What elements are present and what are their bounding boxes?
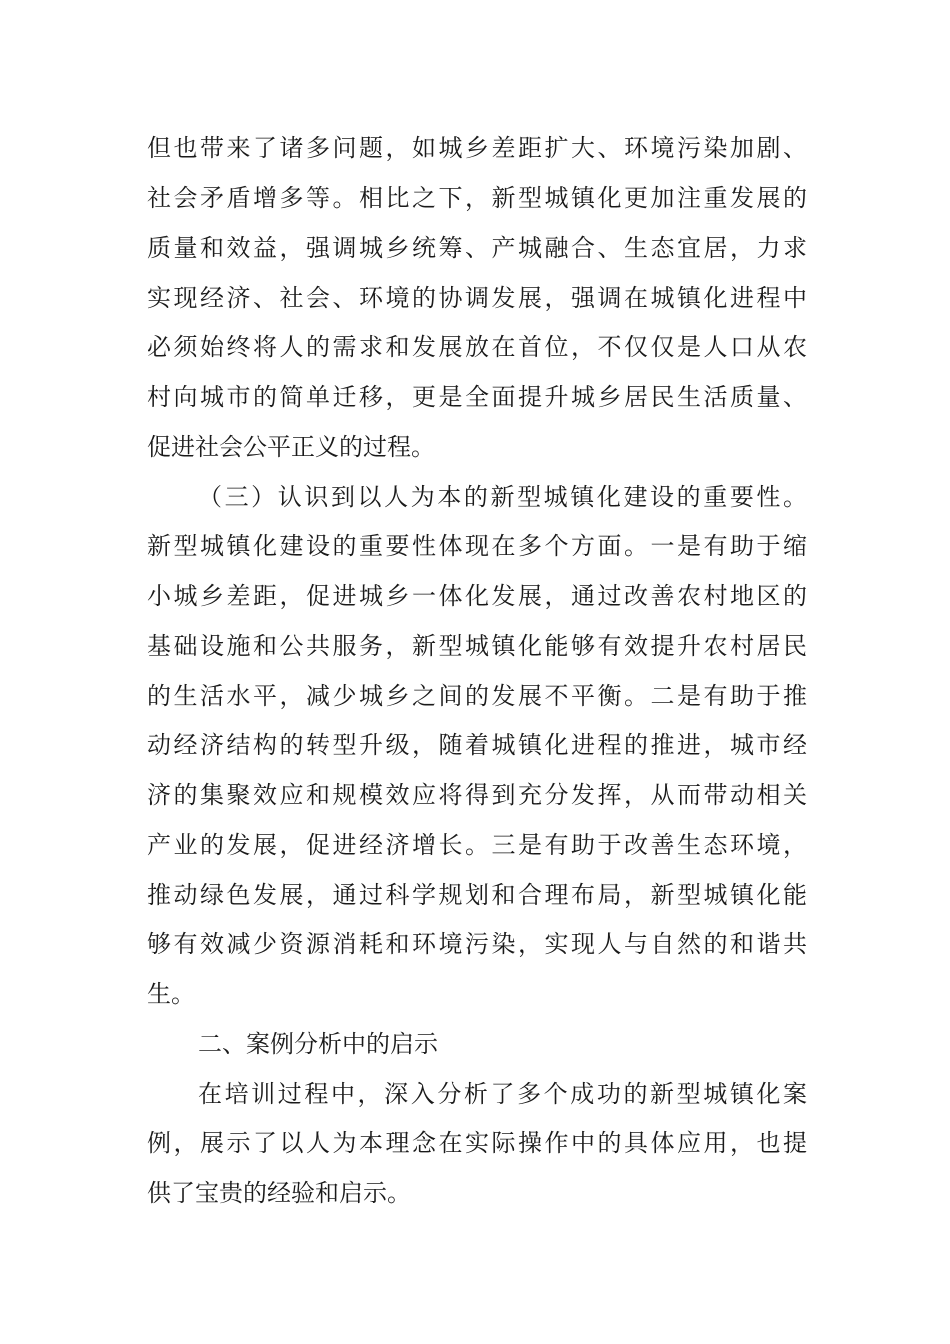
text-line: 但也带来了诸多问题，如城乡差距扩大、环境污染加剧、 [147,134,807,162]
section-heading: 二、案例分析中的启示 [198,1030,438,1058]
text-line: 推动绿色发展，通过科学规划和合理布局，新型城镇化能 [147,881,807,909]
section-heading: （三）认识到以人为本的新型城镇化建设的重要性。 [198,483,807,511]
text-line: 基础设施和公共服务，新型城镇化能够有效提升农村居民 [147,632,807,660]
text-line: 小城乡差距，促进城乡一体化发展，通过改善农村地区的 [147,582,807,610]
text-line: 新型城镇化建设的重要性体现在多个方面。一是有助于缩 [147,532,807,560]
text-line: 实现经济、社会、环境的协调发展，强调在城镇化进程中 [147,284,807,312]
text-line: 促进社会公平正义的过程。 [147,433,435,461]
text-line: 例，展示了以人为本理念在实际操作中的具体应用，也提 [147,1129,807,1157]
text-line: 产业的发展，促进经济增长。三是有助于改善生态环境， [147,831,807,859]
text-line: 必须始终将人的需求和发展放在首位，不仅仅是人口从农 [147,333,807,361]
text-line: 质量和效益，强调城乡统筹、产城融合、生态宜居，力求 [147,234,807,262]
text-line: 村向城市的简单迁移，更是全面提升城乡居民生活质量、 [147,383,807,411]
text-line: 的生活水平，减少城乡之间的发展不平衡。二是有助于推 [147,682,807,710]
text-line: 供了宝贵的经验和启示。 [147,1179,411,1207]
text-line: 济的集聚效应和规模效应将得到充分发挥，从而带动相关 [147,781,807,809]
text-line: 社会矛盾增多等。相比之下，新型城镇化更加注重发展的 [147,184,807,212]
text-line: 够有效减少资源消耗和环境污染，实现人与自然的和谐共 [147,930,807,958]
text-line: 动经济结构的转型升级，随着城镇化进程的推进，城市经 [147,731,807,759]
text-line: 生。 [147,980,195,1008]
text-line: 在培训过程中，深入分析了多个成功的新型城镇化案 [198,1080,807,1108]
